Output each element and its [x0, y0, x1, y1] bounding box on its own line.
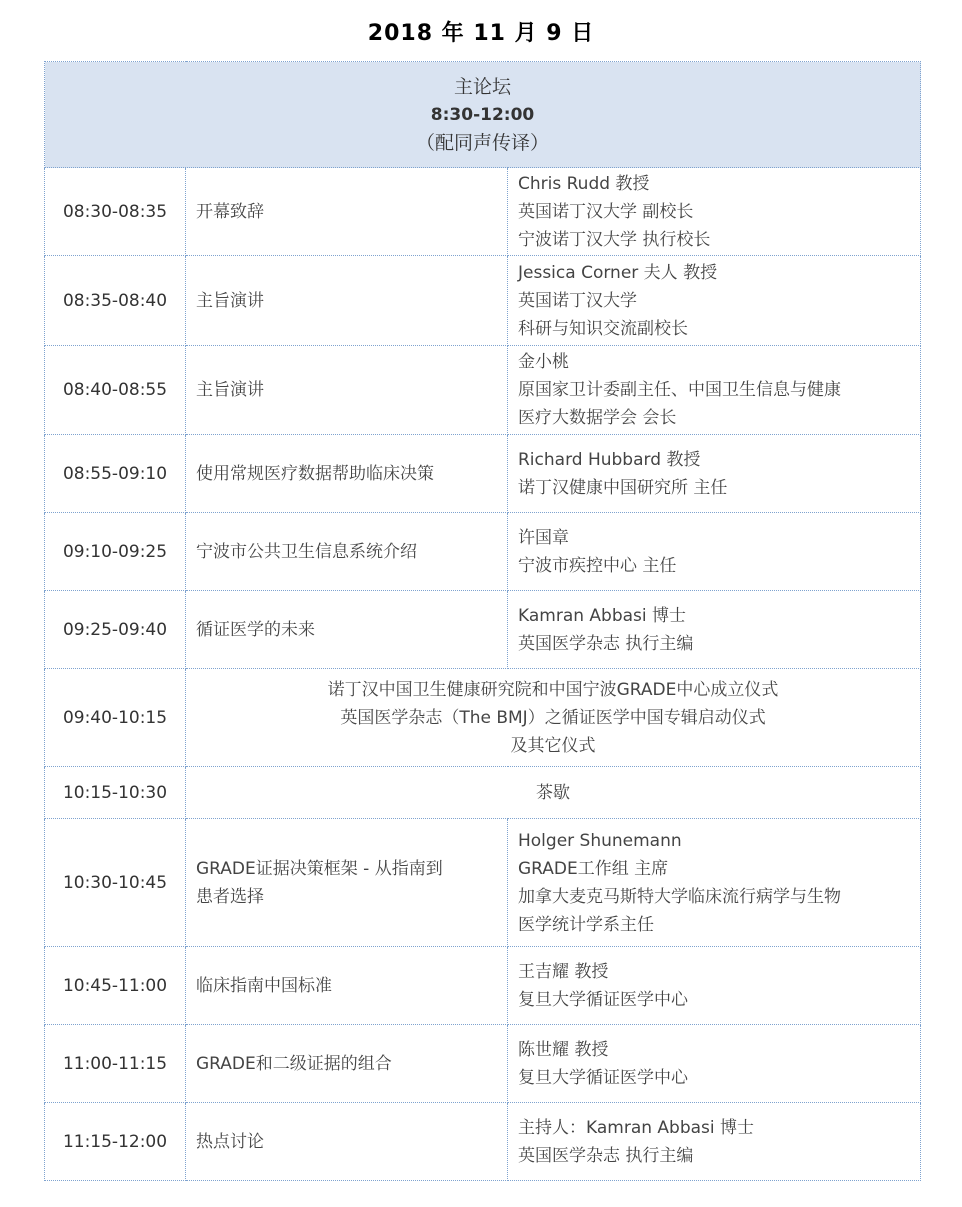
speaker-line: Holger Shunemann	[518, 830, 682, 851]
speaker-line: Jessica Corner 夫人 教授	[518, 262, 718, 283]
session-topic	[186, 256, 508, 346]
agenda-row	[45, 947, 921, 1025]
session-topic	[186, 513, 508, 591]
session-speaker	[508, 819, 921, 947]
speaker-line: 英国医学杂志 执行主编	[518, 633, 694, 654]
agenda-row	[45, 435, 921, 513]
session-topic	[186, 819, 508, 947]
agenda-row	[45, 591, 921, 669]
topic-line: 循证医学的未来	[196, 619, 315, 640]
speaker-line: Chris Rudd 教授	[518, 173, 650, 194]
forum-header	[45, 62, 921, 168]
session-speaker	[508, 513, 921, 591]
session-speaker	[508, 168, 921, 256]
session-time: 10:45-11:00	[45, 947, 186, 1025]
speaker-line: 医疗大数据学会 会长	[518, 408, 677, 428]
speaker-line: 英国医学杂志 执行主编	[518, 1145, 694, 1166]
speaker-line: Richard Hubbard 教授	[518, 449, 701, 470]
session-time: 08:30-08:35	[45, 168, 186, 256]
session-time: 10:30-10:45	[45, 819, 186, 947]
forum-time: 8:30-12:00	[430, 104, 535, 125]
agenda-row	[45, 346, 921, 435]
speaker-line: 王吉耀 教授	[518, 961, 609, 982]
agenda-row	[45, 819, 921, 947]
topic-line: GRADE和二级证据的组合	[196, 1053, 392, 1074]
session-merged	[186, 669, 921, 767]
speaker-line: 陈世耀 教授	[518, 1039, 609, 1060]
speaker-line: 许国章	[518, 527, 569, 548]
speaker-line: 加拿大麦克马斯特大学临床流行病学与生物	[518, 886, 841, 907]
session-topic	[186, 168, 508, 256]
topic-line: 临床指南中国标准	[196, 975, 332, 996]
session-time: 11:00-11:15	[45, 1025, 186, 1103]
agenda-row	[45, 256, 921, 346]
session-time: 08:35-08:40	[45, 256, 186, 346]
session-topic	[186, 591, 508, 669]
merged-line: 英国医学杂志（The BMJ）之循证医学中国专辑启动仪式	[340, 707, 766, 728]
merged-line: 及其它仪式	[510, 735, 596, 756]
session-speaker	[508, 947, 921, 1025]
session-time: 09:10-09:25	[45, 513, 186, 591]
merged-line: 诺丁汉中国卫生健康研究院和中国宁波GRADE中心成立仪式	[327, 679, 779, 700]
speaker-line: GRADE工作组 主席	[518, 858, 669, 879]
merged-line: 茶歇	[536, 782, 571, 803]
speaker-line: Kamran Abbasi 博士	[518, 605, 687, 626]
session-time: 11:15-12:00	[45, 1103, 186, 1181]
session-speaker	[508, 435, 921, 513]
session-time: 09:40-10:15	[45, 669, 186, 767]
speaker-line: 宁波诺丁汉大学 执行校长	[518, 229, 711, 250]
forum-header-row	[45, 62, 921, 168]
agenda-row	[45, 767, 921, 819]
session-topic	[186, 435, 508, 513]
agenda-row	[45, 669, 921, 767]
topic-line: 主旨演讲	[196, 380, 264, 400]
speaker-line: 复旦大学循证医学中心	[518, 989, 688, 1010]
session-merged	[186, 767, 921, 819]
speaker-line: 宁波市疾控中心 主任	[518, 555, 677, 576]
forum-title: 主论坛	[454, 75, 512, 98]
session-speaker	[508, 1103, 921, 1181]
session-topic	[186, 1025, 508, 1103]
session-topic	[186, 346, 508, 435]
topic-line: 开幕致辞	[196, 201, 264, 222]
speaker-line: 科研与知识交流副校长	[518, 318, 688, 339]
agenda-table	[44, 61, 921, 1181]
agenda-row	[45, 168, 921, 256]
session-time: 08:40-08:55	[45, 346, 186, 435]
session-speaker	[508, 346, 921, 435]
speaker-line: 英国诺丁汉大学 副校长	[518, 201, 694, 222]
session-topic	[186, 947, 508, 1025]
agenda-row	[45, 1103, 921, 1181]
session-speaker	[508, 591, 921, 669]
session-speaker	[508, 1025, 921, 1103]
agenda-row	[45, 1025, 921, 1103]
agenda-row	[45, 513, 921, 591]
session-time: 10:15-10:30	[45, 767, 186, 819]
topic-line: 热点讨论	[196, 1131, 264, 1152]
speaker-line: 原国家卫计委副主任、中国卫生信息与健康	[518, 380, 841, 400]
session-time: 08:55-09:10	[45, 435, 186, 513]
topic-line: 宁波市公共卫生信息系统介绍	[196, 541, 417, 562]
topic-line: 使用常规医疗数据帮助临床决策	[196, 463, 434, 484]
speaker-line: 诺丁汉健康中国研究所 主任	[518, 477, 728, 498]
session-topic	[186, 1103, 508, 1181]
topic-line: GRADE证据决策框架 - 从指南到	[196, 858, 443, 879]
speaker-line: 医学统计学系主任	[518, 914, 654, 935]
speaker-line: 金小桃	[518, 352, 569, 372]
topic-line: 主旨演讲	[196, 290, 264, 311]
session-speaker	[508, 256, 921, 346]
date-title: 2018 年 11 月 9 日	[367, 21, 595, 46]
session-time: 09:25-09:40	[45, 591, 186, 669]
speaker-line: 英国诺丁汉大学	[518, 290, 637, 311]
topic-line: 患者选择	[196, 886, 264, 907]
forum-note: （配同声传译）	[416, 131, 550, 154]
speaker-line: 主持人：Kamran Abbasi 博士	[518, 1117, 755, 1138]
speaker-line: 复旦大学循证医学中心	[518, 1067, 688, 1088]
